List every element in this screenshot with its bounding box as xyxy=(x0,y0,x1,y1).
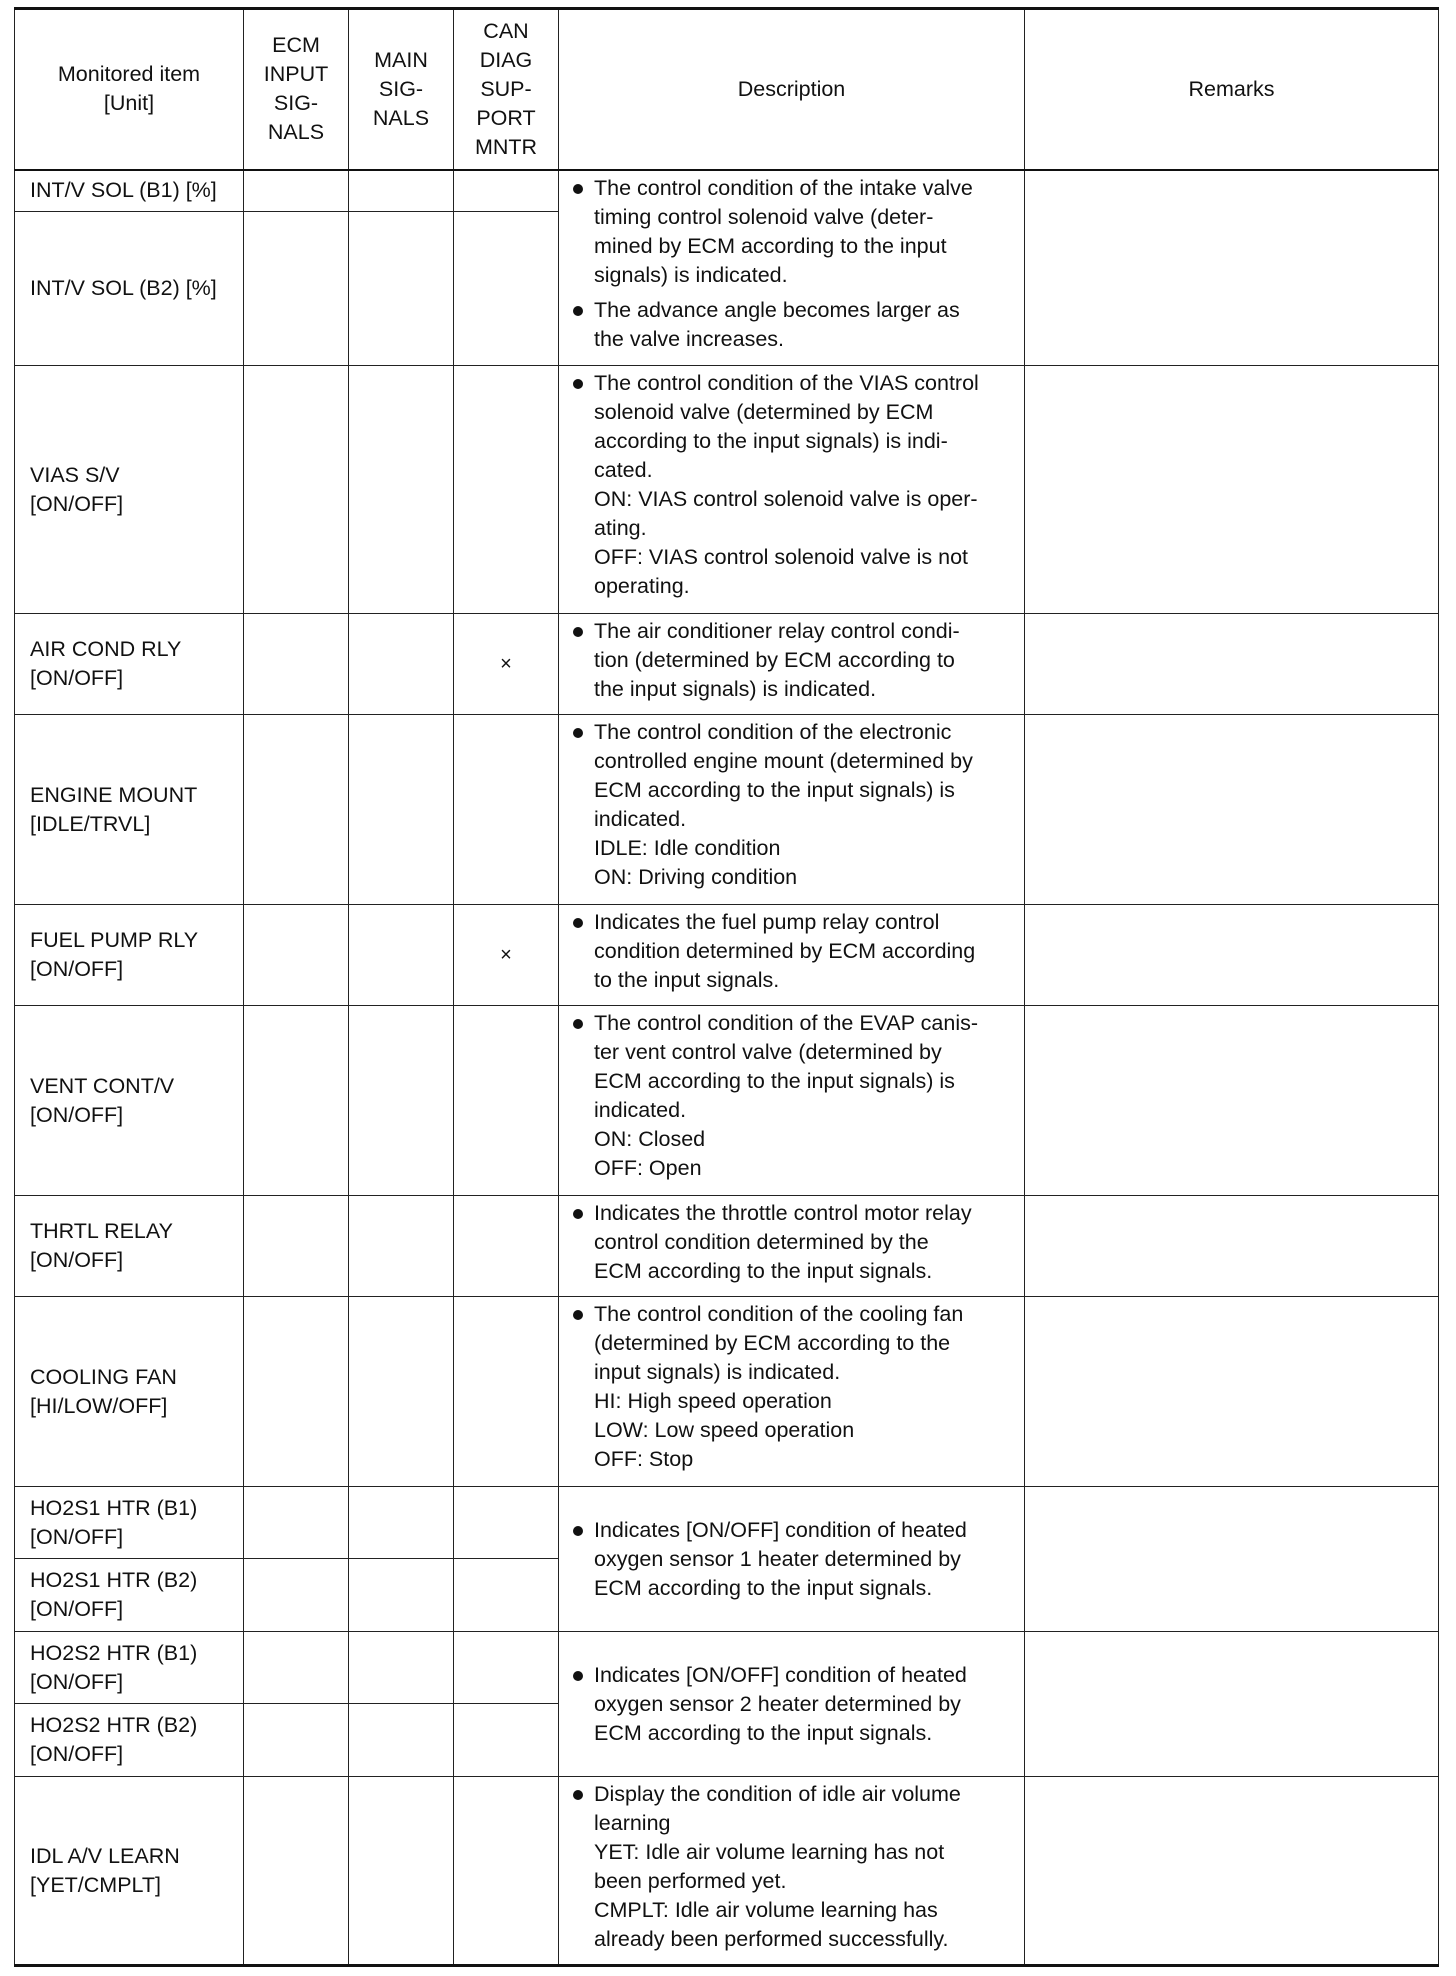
can-diag-cell xyxy=(454,1297,559,1487)
text-line: [ON/OFF] xyxy=(30,1742,124,1766)
description-line: (determined by ECM according to the xyxy=(594,1331,951,1355)
description-line: controlled engine mount (determined by xyxy=(594,749,973,773)
description-line: already been performed successfully. xyxy=(594,1927,949,1951)
description-line: condition determined by ECM according xyxy=(594,939,976,963)
description-line: Indicates the fuel pump relay control xyxy=(594,910,940,934)
table-row xyxy=(15,1632,1439,1704)
bullet-icon xyxy=(573,306,583,316)
remarks-cell xyxy=(1025,1777,1439,1966)
description-line: operating. xyxy=(594,574,690,598)
bullet-item xyxy=(573,1661,1018,1748)
description-vent-cont-v xyxy=(559,1006,1025,1196)
main-signal-cell xyxy=(349,1297,454,1487)
bullet-icon xyxy=(573,627,583,637)
item-int-v-sol-b2 xyxy=(15,212,244,366)
text-line: SUP- xyxy=(480,76,532,101)
description-cooling-fan xyxy=(559,1297,1025,1487)
description-line: CMPLT: Idle air volume learning has xyxy=(594,1898,938,1922)
description-line: indicated. xyxy=(594,807,687,831)
description-line: LOW: Low speed operation xyxy=(594,1418,855,1442)
description-line: OFF: VIAS control solenoid valve is not xyxy=(594,545,969,569)
text-line: [HI/LOW/OFF] xyxy=(30,1393,168,1418)
table-row xyxy=(15,1487,1439,1559)
text-line: [ON/OFF] xyxy=(30,957,124,981)
description-line: The control condition of the VIAS control xyxy=(594,371,979,395)
description-line: tion (determined by ECM according to xyxy=(594,648,955,672)
bullet-icon xyxy=(573,1671,583,1681)
ecm-input-cell xyxy=(244,1006,349,1196)
text-line: [ON/OFF] xyxy=(30,1102,124,1127)
text-line: HO2S1 HTR (B2) xyxy=(30,1568,198,1592)
can-diag-cell xyxy=(454,1704,559,1777)
ecm-input-cell xyxy=(244,1559,349,1632)
header-monitored-item xyxy=(15,9,244,170)
text-line: HO2S1 HTR (B1) xyxy=(30,1495,198,1520)
text-line: ECM xyxy=(272,33,320,58)
bullet-icon xyxy=(573,1526,583,1536)
bullet-icon xyxy=(573,918,583,928)
item-ho2s2-htr-b2 xyxy=(15,1704,244,1777)
table-row xyxy=(15,905,1439,1006)
bullet-item xyxy=(573,1009,1018,1183)
text-line: NALS xyxy=(267,120,325,145)
description-air-cond-rly xyxy=(559,614,1025,715)
text-line: Description xyxy=(737,76,846,101)
text-line: ENGINE MOUNT xyxy=(30,782,198,807)
remarks-cell xyxy=(1025,1632,1439,1777)
item-idl-a-v-learn xyxy=(15,1777,244,1966)
description-line: to the input signals. xyxy=(594,968,780,992)
header-row xyxy=(15,9,1439,170)
remarks-cell xyxy=(1025,905,1439,1006)
can-diag-cell xyxy=(454,1777,559,1966)
bullet-item xyxy=(573,174,1018,290)
text-line: INT/V SOL (B2) [%] xyxy=(30,276,217,300)
description-line: Indicates [ON/OFF] condition of heated xyxy=(594,1662,967,1687)
can-diag-cell xyxy=(454,366,559,614)
description-line: ECM according to the input signals. xyxy=(594,1720,933,1745)
bullet-icon xyxy=(573,184,583,194)
ecm-input-cell xyxy=(244,1196,349,1297)
text-line: [ON/OFF] xyxy=(30,491,124,516)
text-line: [ON/OFF] xyxy=(30,1524,124,1549)
description-line: ating. xyxy=(594,516,647,540)
ecm-input-cell xyxy=(244,212,349,366)
bullet-icon xyxy=(573,1790,583,1800)
ecm-input-cell xyxy=(244,1487,349,1559)
description-line: ECM according to the input signals. xyxy=(594,1575,933,1600)
description-line: input signals) is indicated. xyxy=(594,1360,841,1384)
description-idl-a-v-learn xyxy=(559,1777,1025,1966)
bullet-item xyxy=(573,908,1018,995)
description-line: oxygen sensor 1 heater determined by xyxy=(594,1546,961,1571)
ecm-input-cell xyxy=(244,614,349,715)
header-description xyxy=(559,9,1025,170)
item-cooling-fan xyxy=(15,1297,244,1487)
header-ecm-input-signals xyxy=(244,9,349,170)
description-line: The control condition of the electronic xyxy=(594,720,952,744)
text-line: HO2S2 HTR (B2) xyxy=(30,1713,198,1737)
item-thrtl-relay xyxy=(15,1196,244,1297)
text-line: [ON/OFF] xyxy=(30,1669,124,1694)
remarks-cell xyxy=(1025,715,1439,905)
description-line: ter vent control valve (determined by xyxy=(594,1040,942,1064)
ecm-input-cell xyxy=(244,905,349,1006)
bullet-item xyxy=(573,296,1018,354)
remarks-cell xyxy=(1025,366,1439,614)
table-row xyxy=(15,614,1439,715)
can-diag-cell xyxy=(454,1006,559,1196)
remarks-cell xyxy=(1025,1487,1439,1632)
table-row xyxy=(15,366,1439,614)
text-line: IDL A/V LEARN xyxy=(30,1843,180,1868)
main-signal-cell xyxy=(349,366,454,614)
description-line: ECM according to the input signals) is xyxy=(594,778,955,802)
remarks-cell xyxy=(1025,1297,1439,1487)
description-line: indicated. xyxy=(594,1098,687,1122)
item-ho2s1-htr-b1 xyxy=(15,1487,244,1559)
can-diag-cell xyxy=(454,1632,559,1704)
description-line: ON: Closed xyxy=(594,1127,706,1151)
main-signal-cell xyxy=(349,905,454,1006)
description-line: IDLE: Idle condition xyxy=(594,836,781,860)
text-line: NALS xyxy=(372,105,430,130)
table-row xyxy=(15,1777,1439,1966)
description-line: OFF: Stop xyxy=(594,1447,694,1471)
item-ho2s1-htr-b2 xyxy=(15,1559,244,1632)
description-line: the input signals) is indicated. xyxy=(594,677,877,701)
text-line: FUEL PUMP RLY xyxy=(30,928,199,952)
text-line: VENT CONT/V xyxy=(30,1073,175,1098)
description-line: Display the condition of idle air volume xyxy=(594,1782,961,1806)
table-row xyxy=(15,1297,1439,1487)
description-line: YET: Idle air volume learning has not xyxy=(594,1840,945,1864)
text-line: [ON/OFF] xyxy=(30,1248,124,1272)
ecm-input-cell xyxy=(244,170,349,212)
description-line: the valve increases. xyxy=(594,326,785,351)
description-line: according to the input signals) is indi- xyxy=(594,429,948,453)
description-line: The advance angle becomes larger as xyxy=(594,297,960,322)
description-line: control condition determined by the xyxy=(594,1230,929,1254)
description-line: learning xyxy=(594,1811,671,1835)
table-row xyxy=(15,1006,1439,1196)
description-vias xyxy=(559,366,1025,614)
text-line: AIR COND RLY xyxy=(30,637,182,661)
text-line: MAIN xyxy=(374,47,428,72)
text-line: SIG- xyxy=(378,76,424,101)
main-signal-cell xyxy=(349,1632,454,1704)
description-line: Indicates the throttle control motor relay xyxy=(594,1201,972,1225)
description-line: HI: High speed operation xyxy=(594,1389,832,1413)
description-line: cated. xyxy=(594,458,653,482)
header-can-diag-support-mntr xyxy=(454,9,559,170)
can-diag-cell xyxy=(454,1196,559,1297)
main-signal-cell xyxy=(349,170,454,212)
main-signal-cell xyxy=(349,1487,454,1559)
ecm-input-cell xyxy=(244,366,349,614)
text-line: CAN xyxy=(483,18,529,43)
remarks-cell xyxy=(1025,614,1439,715)
text-line: PORT xyxy=(476,105,536,130)
main-signal-cell xyxy=(349,1559,454,1632)
main-signal-cell xyxy=(349,614,454,715)
bullet-item xyxy=(573,617,1018,704)
description-fuel-pump-rly xyxy=(559,905,1025,1006)
can-diag-cell xyxy=(454,1487,559,1559)
ecm-input-cell xyxy=(244,1297,349,1487)
description-engine-mount xyxy=(559,715,1025,905)
text-line: THRTL RELAY xyxy=(30,1219,173,1243)
text-line: [Unit] xyxy=(103,91,155,116)
ecm-input-cell xyxy=(244,715,349,905)
description-line: been performed yet. xyxy=(594,1869,787,1893)
can-diag-mark: × xyxy=(454,614,559,715)
item-engine-mount xyxy=(15,715,244,905)
item-air-cond-rly xyxy=(15,614,244,715)
text-line: DIAG xyxy=(479,47,533,72)
text-line: VIAS S/V xyxy=(30,462,120,487)
item-ho2s2-htr-b1 xyxy=(15,1632,244,1704)
main-signal-cell xyxy=(349,1006,454,1196)
description-line: The air conditioner relay control condi- xyxy=(594,619,960,643)
text-line: Monitored item xyxy=(57,62,201,87)
description-line: solenoid valve (determined by ECM xyxy=(594,400,934,424)
main-signal-cell xyxy=(349,1704,454,1777)
table-row xyxy=(15,1196,1439,1297)
can-diag-cell xyxy=(454,1559,559,1632)
bullet-item xyxy=(573,718,1018,892)
text-line: MNTR xyxy=(474,134,538,159)
ecm-input-cell xyxy=(244,1632,349,1704)
can-diag-mark: × xyxy=(454,905,559,1006)
text-line: INPUT xyxy=(263,62,329,87)
main-signal-cell xyxy=(349,1196,454,1297)
description-line: The control condition of the EVAP canis- xyxy=(594,1011,979,1035)
header-remarks xyxy=(1025,9,1439,170)
bullet-item xyxy=(573,1199,1018,1286)
item-vias-s-v xyxy=(15,366,244,614)
header-main-signals xyxy=(349,9,454,170)
bullet-item xyxy=(573,1780,1018,1954)
description-ho2s2-htr xyxy=(559,1632,1025,1777)
text-line: INT/V SOL (B1) [%] xyxy=(30,178,217,203)
main-signal-cell xyxy=(349,212,454,366)
text-line: COOLING FAN xyxy=(30,1364,177,1389)
text-line: [IDLE/TRVL] xyxy=(30,811,151,836)
description-line: mined by ECM according to the input xyxy=(594,233,947,258)
text-line: SIG- xyxy=(273,91,319,116)
description-line: ECM according to the input signals. xyxy=(594,1259,933,1283)
ecm-input-cell xyxy=(244,1704,349,1777)
description-line: The control condition of the intake valve xyxy=(594,175,973,200)
description-line: ECM according to the input signals) is xyxy=(594,1069,955,1093)
ecm-input-cell xyxy=(244,1777,349,1966)
description-ho2s1-htr xyxy=(559,1487,1025,1632)
text-line: [YET/CMPLT] xyxy=(30,1872,162,1897)
bullet-item xyxy=(573,369,1018,601)
remarks-cell xyxy=(1025,170,1439,366)
item-fuel-pump-rly xyxy=(15,905,244,1006)
description-line: signals) is indicated. xyxy=(594,262,788,287)
bullet-icon xyxy=(573,728,583,738)
description-int-v-sol xyxy=(559,170,1025,366)
bullet-icon xyxy=(573,1019,583,1029)
text-line: [ON/OFF] xyxy=(30,666,124,690)
item-int-v-sol-b1 xyxy=(15,170,244,212)
text-line: Remarks xyxy=(1188,76,1275,101)
table-row xyxy=(15,715,1439,905)
description-line: oxygen sensor 2 heater determined by xyxy=(594,1691,961,1716)
monitor-table xyxy=(14,7,1439,1967)
remarks-cell xyxy=(1025,1006,1439,1196)
description-line: The control condition of the cooling fan xyxy=(594,1302,964,1326)
item-vent-cont-v xyxy=(15,1006,244,1196)
description-line: timing control solenoid valve (deter- xyxy=(594,204,934,229)
main-signal-cell xyxy=(349,1777,454,1966)
description-line: OFF: Open xyxy=(594,1156,702,1180)
bullet-item xyxy=(573,1300,1018,1474)
can-diag-cell xyxy=(454,170,559,212)
main-signal-cell xyxy=(349,715,454,905)
bullet-icon xyxy=(573,1209,583,1219)
can-diag-cell xyxy=(454,715,559,905)
description-line: ON: VIAS control solenoid valve is oper- xyxy=(594,487,978,511)
can-diag-cell xyxy=(454,212,559,366)
description-thrtl-relay xyxy=(559,1196,1025,1297)
bullet-item xyxy=(573,1516,1018,1603)
bullet-icon xyxy=(573,1310,583,1320)
bullet-icon xyxy=(573,379,583,389)
description-line: ON: Driving condition xyxy=(594,865,798,889)
remarks-cell xyxy=(1025,1196,1439,1297)
text-line: [ON/OFF] xyxy=(30,1597,124,1621)
description-line: Indicates [ON/OFF] condition of heated xyxy=(594,1517,967,1542)
table-row xyxy=(15,170,1439,212)
text-line: HO2S2 HTR (B1) xyxy=(30,1640,198,1665)
